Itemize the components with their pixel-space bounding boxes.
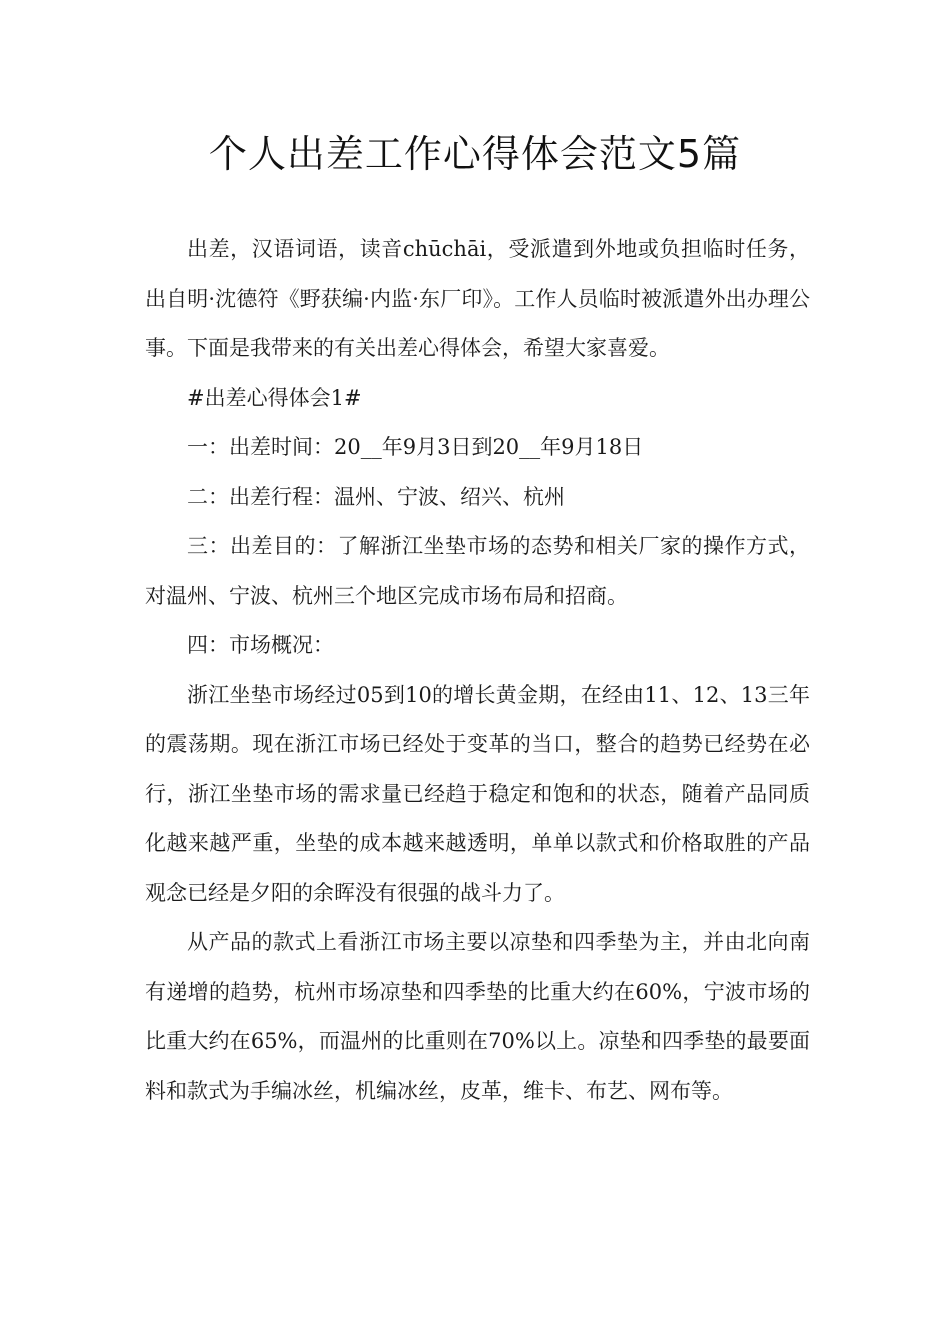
paragraph-product-styles: 从产品的款式上看浙江市场主要以凉垫和四季垫为主，并由北向南有递增的趋势，杭州市场凉垫和四季垫的比重大约在60%，宁波市场的比重大约在65%，而温州的比重则在70%以上。凉垫和四季垫的最要面料和款式为手编冰丝，机编冰丝，皮革，维卡、布艺、网布等。 — [145, 930, 810, 1103]
paragraph-trip-time: 一：出差时间：20__年9月3日到20__年9月18日 — [187, 435, 644, 459]
document-body — [145, 225, 810, 1116]
paragraph-trip-purpose: 三：出差目的：了解浙江坐垫市场的态势和相关厂家的操作方式，对温州、宁波、杭州三个地区完成市场布局和招商。 — [145, 534, 810, 608]
paragraph-trip-route: 二：出差行程：温州、宁波、绍兴、杭州 — [187, 484, 565, 509]
paragraph-market-heading: 四：市场概况： — [187, 633, 334, 657]
paragraph-intro: 出差，汉语词语，读音chūchāi，受派遣到外地或负担临时任务，出自明·沈德符《野获编·内监·东厂印》。工作人员临时被派遣外出办理公事。下面是我带来的有关出差心得体会，希望大家喜爱。 — [145, 237, 810, 360]
paragraph-market-overview: 浙江坐垫市场经过05到10的增长黄金期，在经由11、12、13三年的震荡期。现在浙江市场已经处于变革的当口，整合的趋势已经势在必行，浙江坐垫市场的需求量已经趋于稳定和饱和的状态，随着产品同质化越来越严重，坐垫的成本越来越透明，单单以款式和价格取胜的产品观念已经是夕阳的余晖没有很强的战斗力了。 — [145, 682, 810, 905]
document-title: 个人出差工作心得体会范文5篇 — [208, 132, 742, 176]
section-heading: #出差心得体会1# — [187, 385, 362, 410]
